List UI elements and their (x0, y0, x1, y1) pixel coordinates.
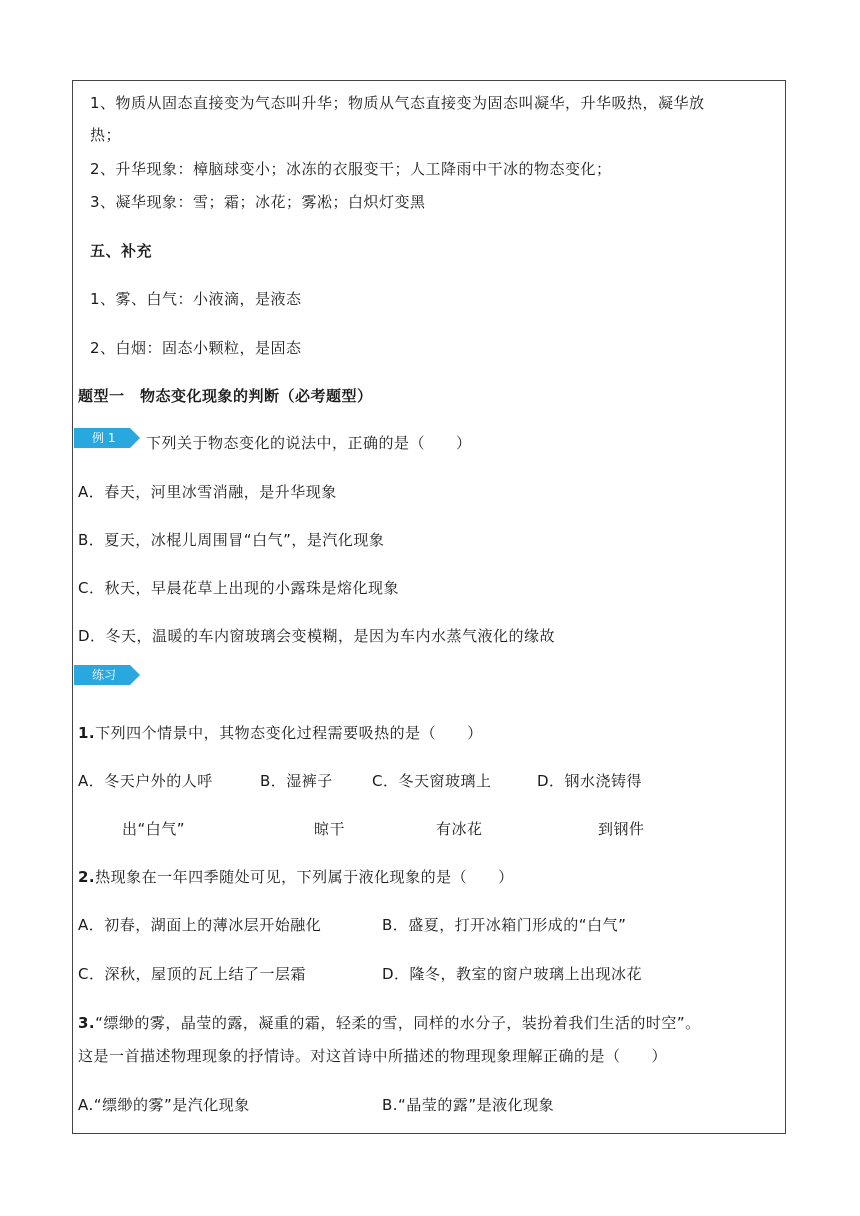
q2-option-c: C．深秋，屋顶的瓦上结了一层霜 (78, 965, 306, 983)
q2-number: 2. (78, 868, 96, 886)
q3-number: 3. (78, 1014, 96, 1032)
example-option-d: D．冬天，温暖的车内窗玻璃会变模糊，是因为车内水蒸气液化的缘故 (78, 627, 556, 645)
supplement-item-1: 1、雾、白气：小液滴，是液态 (90, 290, 302, 308)
q1-option-d-line2: 到钢件 (598, 820, 645, 838)
deposition-examples: 3、凝华现象：雪；霜；冰花；雾凇；白炽灯变黑 (90, 193, 426, 211)
topic-heading: 题型一 物态变化现象的判断（必考题型） (78, 387, 373, 405)
q3-stem-line2: 这是一首描述物理现象的抒情诗。对这首诗中所描述的物理现象理解正确的是（ ） (78, 1047, 668, 1065)
example-option-a: A．春天，河里冰雪消融，是升华现象 (78, 483, 337, 501)
q2-text: 热现象在一年四季随处可见，下列属于液化现象的是（ ） (95, 868, 514, 886)
practice-tag: 练习 (74, 665, 130, 685)
q1-text: 下列四个情景中，其物态变化过程需要吸热的是（ ） (95, 724, 483, 742)
q1-option-c-line2: 有冰花 (436, 820, 483, 838)
q1-option-a-line2: 出“白气” (122, 820, 186, 838)
sublimation-definition-line2: 热； (90, 126, 122, 144)
q1-option-b-line2: 晾干 (314, 820, 346, 838)
section-five-title: 五、补充 (90, 242, 153, 260)
q2-option-b: B．盛夏，打开冰箱门形成的“白气” (382, 916, 627, 934)
q3-option-b: B.“晶莹的露”是液化现象 (382, 1096, 555, 1114)
q2-option-a: A．初春，湖面上的薄冰层开始融化 (78, 916, 322, 934)
q1-number: 1. (78, 724, 96, 742)
q1-stem (78, 722, 483, 743)
example-option-b: B．夏天，冰棍儿周围冒“白气”，是汽化现象 (78, 531, 385, 549)
q3-option-a: A.“缥缈的雾”是汽化现象 (78, 1096, 250, 1114)
q2-option-d: D．隆冬，教室的窗户玻璃上出现冰花 (382, 965, 643, 983)
q3-stem-line1 (78, 1012, 701, 1033)
sublimation-examples: 2、升华现象：樟脑球变小；冰冻的衣服变干；人工降雨中干冰的物态变化； (90, 160, 612, 178)
q2-stem (78, 866, 514, 887)
example-tag: 例 1 (74, 428, 130, 448)
sublimation-definition-line1: 1、物质从固态直接变为气态叫升华；物质从气态直接变为固态叫凝华，升华吸热，凝华放 (90, 94, 705, 112)
q1-option-a-line1: A．冬天户外的人呼 (78, 772, 213, 790)
q1-option-b-line1: B．湿裤子 (260, 772, 333, 790)
q1-option-c-line1: C．冬天窗玻璃上 (372, 772, 492, 790)
supplement-item-2: 2、白烟：固态小颗粒，是固态 (90, 339, 302, 357)
q3-text-a: “缥缈的雾，晶莹的露，凝重的霜，轻柔的雪，同样的水分子，装扮着我们生活的时空”。 (95, 1014, 701, 1032)
example-question: 下列关于物态变化的说法中，正确的是（ ） (146, 434, 472, 452)
q1-option-d-line1: D．钢水浇铸得 (537, 772, 643, 790)
example-option-c: C．秋天，早晨花草上出现的小露珠是熔化现象 (78, 579, 399, 597)
